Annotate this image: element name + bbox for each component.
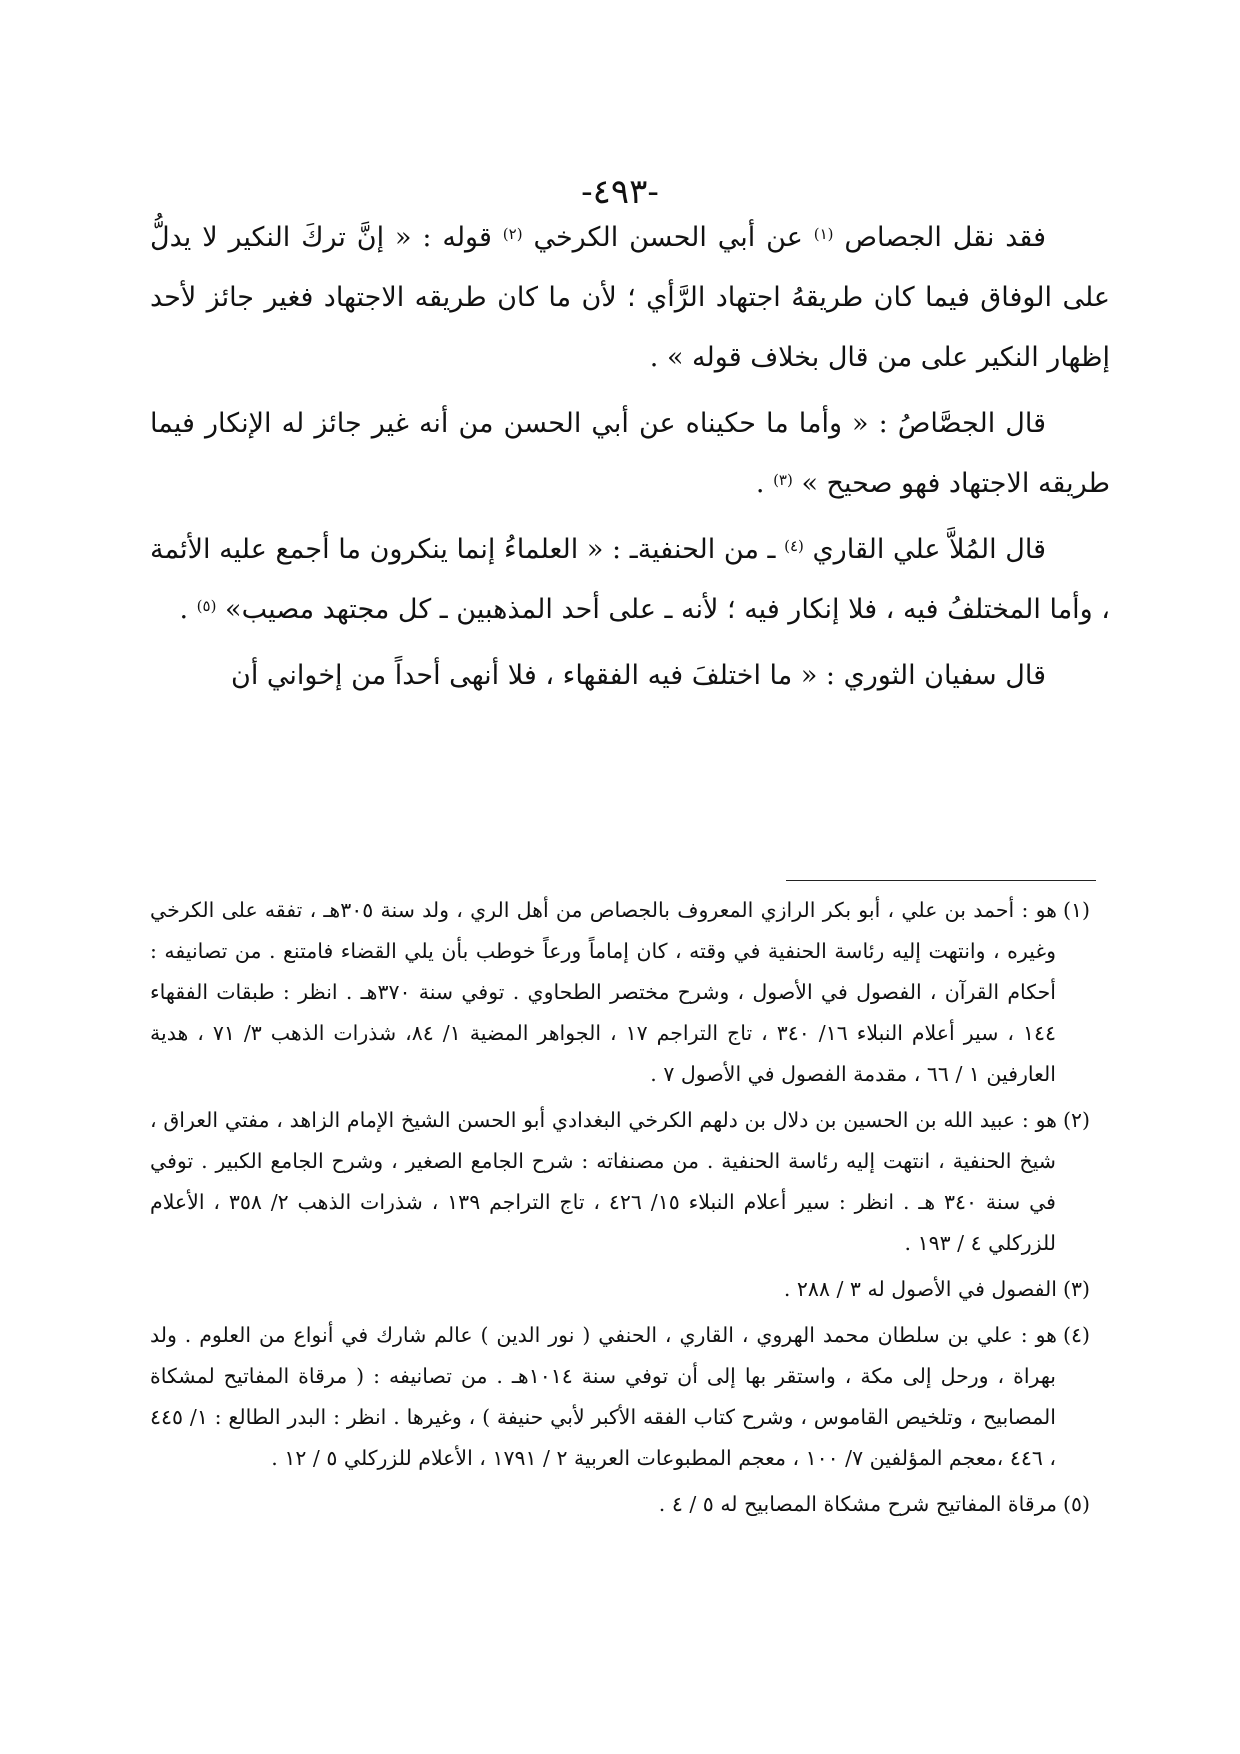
footnote-text: هو : عبيد الله بن الحسين بن دلال بن دلهم الكرخي البغدادي أبو الحسن الشيخ الإمام الزاهد ، مفتي العراق ، شيخ الحنفية ، انتهت إليه رئاسة الحنفية . من مصنفاته : شرح الجامع الصغير ، وشرح الجامع الكبير . توفي في سنة ٣٤٠ هـ . انظر : سير أعلام النبلاء ١٥/ ٤٢٦ ، تاج التراجم ١٣٩ ، شذرات الذهب ٢/ ٣٥٨ ، الأعلام للزركلي ٤ / ١٩٣ . — [150, 1108, 1057, 1255]
paragraph-text: . — [755, 468, 765, 499]
paragraph — [150, 520, 1110, 640]
paragraph-text: قوله : « إنَّ تركَ النكير لا يدلُّ على الوفاق فيما كان طريقهُ اجتهاد الرَّأي ؛ لأن ما كان طريقه الاجتهاد فغير جائز لأحد إظهار النكير على من قال بخلاف قوله » . — [150, 222, 1110, 373]
footnote-text: هو : أحمد بن علي ، أبو بكر الرازي المعروف بالجصاص من أهل الري ، ولد سنة ٣٠٥هـ ، تفقه على الكرخي وغيره ، وانتهت إليه رئاسة الحنفية في وقته ، كان إماماً ورعاً خوطب بأن يلي القضاء فامتنع . من تصانيفه : أحكام القرآن ، الفصول في الأصول ، وشرح مختصر الطحاوي . توفي سنة ٣٧٠هـ . انظر : طبقات الفقهاء ١٤٤ ، سير أعلام النبلاء ١٦/ ٣٤٠ ، تاج التراجم ١٧ ، الجواهر المضية ١/ ٨٤، شذرات الذهب ٣/ ٧١ ، هدية العارفين ١ / ٦٦ ، مقدمة الفصول في الأصول ٧ . — [150, 898, 1057, 1086]
footnote-ref[interactable]: (٥) — [196, 597, 217, 615]
footnote — [150, 1315, 1090, 1479]
footnote-text: الفصول في الأصول له ٣ / ٢٨٨ . — [783, 1277, 1057, 1301]
paragraph-text: ـ من الحنفيةـ : « العلماءُ إنما ينكرون ما أجمع عليه الأئمة ، وأما المختلفُ فيه ، فلا إنكار فيه ؛ لأنه ـ على أحد المذهبين ـ كل مجتهد مصيب» — [150, 534, 1110, 625]
footnote-number: (٤) — [1062, 1323, 1090, 1347]
footnote — [150, 1269, 1090, 1310]
paragraph-text: . — [179, 594, 189, 625]
footnote-number: (٣) — [1062, 1277, 1090, 1301]
paragraph-text: قال الجصَّاصُ : « وأما ما حكيناه عن أبي الحسن من أنه غير جائز له الإنكار فيما طريقه الاجتهاد فهو صحيح » — [150, 408, 1110, 499]
footnote-number: (٢) — [1062, 1108, 1090, 1132]
footnote-ref[interactable]: (٤) — [784, 537, 804, 555]
paragraph-text: قال سفيان الثوري : « ما اختلفَ فيه الفقهاء ، فلا أنهى أحداً من إخواني أن — [230, 660, 1046, 691]
paragraph-text: فقد نقل الجصاص — [844, 222, 1046, 253]
footnotes — [150, 890, 1090, 1530]
paragraph — [150, 208, 1110, 388]
footnote-number: (٥) — [1062, 1492, 1090, 1516]
footnote — [150, 1100, 1090, 1264]
footnote-number: (١) — [1063, 898, 1091, 922]
footnote-ref[interactable]: (٢) — [502, 225, 523, 243]
footnote-separator — [786, 880, 1096, 881]
footnote-text: هو : علي بن سلطان محمد الهروي ، القاري ، الحنفي ( نور الدين ) عالم شارك في أنواع من العلوم . ولد بهراة ، ورحل إلى مكة ، واستقر بها إلى أن توفي سنة ١٠١٤هـ . من تصانيفه : ( مرقاة المفاتيح لمشكاة المصابيح ، وتلخيص القاموس ، وشرح كتاب الفقه الأكبر لأبي حنيفة ) ، وغيرها . انظر : البدر الطالع : ١/ ٤٤٥ ، ٤٤٦ ،معجم المؤلفين ٧/ ١٠٠ ، معجم المطبوعات العربية ٢ / ١٧٩١ ، الأعلام للزركلي ٥ / ١٢ . — [150, 1323, 1057, 1470]
body-text — [150, 208, 1110, 706]
paragraph-text: قال المُلاَّ علي القاري — [812, 534, 1046, 565]
footnote-text: مرقاة المفاتيح شرح مشكاة المصابيح له ٥ / ٤ . — [658, 1492, 1057, 1516]
paragraph — [150, 394, 1110, 514]
footnote — [150, 1484, 1090, 1525]
footnote — [150, 890, 1090, 1095]
paragraph-text: عن أبي الحسن الكرخي — [533, 222, 803, 253]
page-number: -٤٩٣- — [581, 172, 659, 212]
footnote-ref[interactable]: (١) — [813, 225, 834, 243]
footnote-ref[interactable]: (٣) — [773, 471, 793, 489]
paragraph — [150, 646, 1110, 706]
